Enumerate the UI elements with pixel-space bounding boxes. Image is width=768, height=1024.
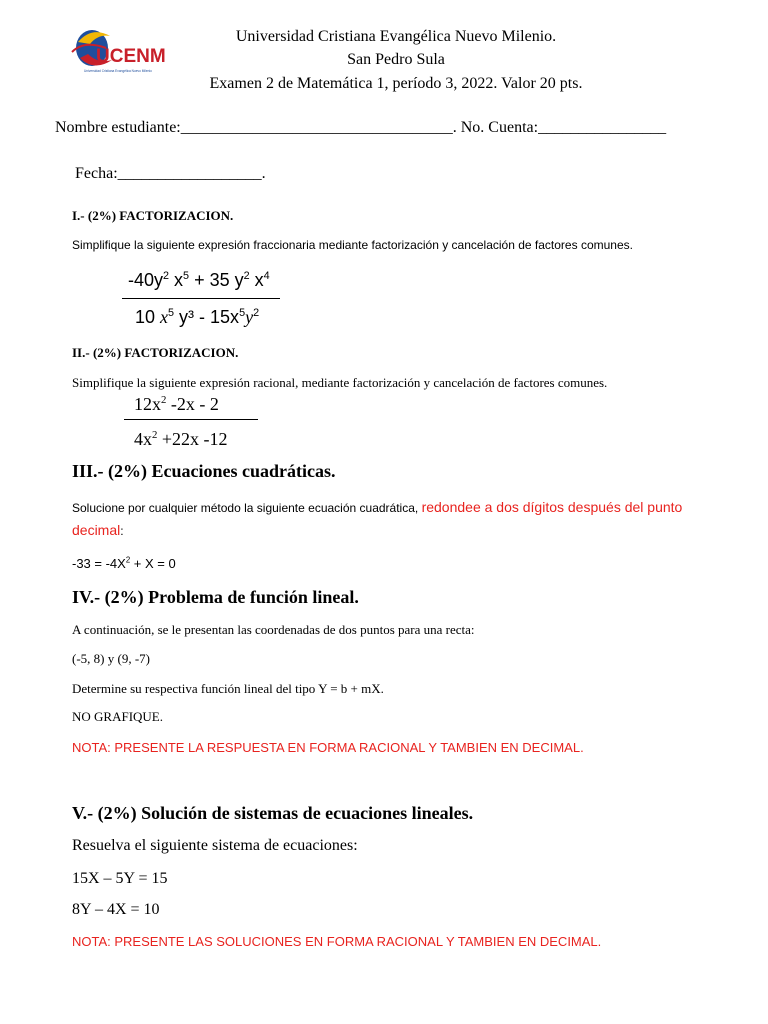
section4-paragraph-3: Determine su respectiva función lineal del tipo Y = b + mX. [72,681,384,696]
section4-points: (-5, 8) y (9, -7) [72,651,150,666]
header-exam: Examen 2 de Matemática 1, período 3, 2022. Valor 20 pts. [209,75,583,92]
logo-subtext: Universidad Cristiana Evangélica Nuevo Milenio [84,69,152,73]
section5-title: V.- (2%) Solución de sistemas de ecuaciones lineales. [72,803,474,823]
section1-title: I.- (2%) FACTORIZACION. [72,208,234,223]
section1-numerator: $-40y^2$ $x^5 + 35$ $y^2$ $x^4$ [128,270,270,290]
section2-title: II.- (2%) FACTORIZACION. [72,345,239,360]
header-university: Universidad Cristiana Evangélica Nuevo Milenio. [235,28,557,45]
student-name-field: Nombre estudiante:__________________________________. No. Cuenta:________________ [55,119,667,136]
section5-paragraph: Resuelva el siguiente sistema de ecuaciones: [72,837,358,854]
section2-fraction-line [124,419,258,420]
section4-paragraph-4: NO GRAFIQUE. [72,709,163,724]
section3-equation: $-33 = -4X^2 + X = 0$ [72,555,176,571]
section4-title: IV.- (2%) Problema de función lineal. [72,587,359,607]
section2-denominator: $4x^2 +22x$ -12 [134,429,228,449]
section1-instruction: Simplifique la siguiente expresión fraccionaria mediante factorización y cancelación de factores comunes. [72,238,633,252]
header-city: San Pedro Sula [347,51,445,68]
section4-note: NOTA: PRESENTE LA RESPUESTA EN FORMA RACIONAL Y TAMBIEN EN DECIMAL. [72,740,584,755]
section2-instruction: Simplifique la siguiente expresión racional, mediante factorización y cancelación de factores comunes. [72,375,608,390]
section1-denominator: 10 $x^5$ $y^3 - 15x^5y^2$ [135,307,260,327]
section5-equation-2: 8Y – 4X = 10 [72,901,160,918]
logo-text: UCENM [96,46,166,67]
section4-paragraph-1: A continuación, se le presentan las coordenadas de dos puntos para una recta: [72,622,475,637]
section1-fraction-line [122,298,280,299]
section5-note: NOTA: PRESENTE LAS SOLUCIONES EN FORMA RACIONAL Y TAMBIEN EN DECIMAL. [72,934,602,949]
date-field: Fecha:__________________. [75,165,266,182]
section3-title: III.- (2%) Ecuaciones cuadráticas. [72,461,336,481]
section3-instruction: Solucione por cualquier método la siguiente ecuación cuadrática, redondee a dos dígitos después del punto decimal: [72,499,683,538]
section5-equation-1: 15X – 5Y = 15 [72,870,168,887]
section2-numerator: $12x^2$ -2x - 2 [134,394,219,414]
